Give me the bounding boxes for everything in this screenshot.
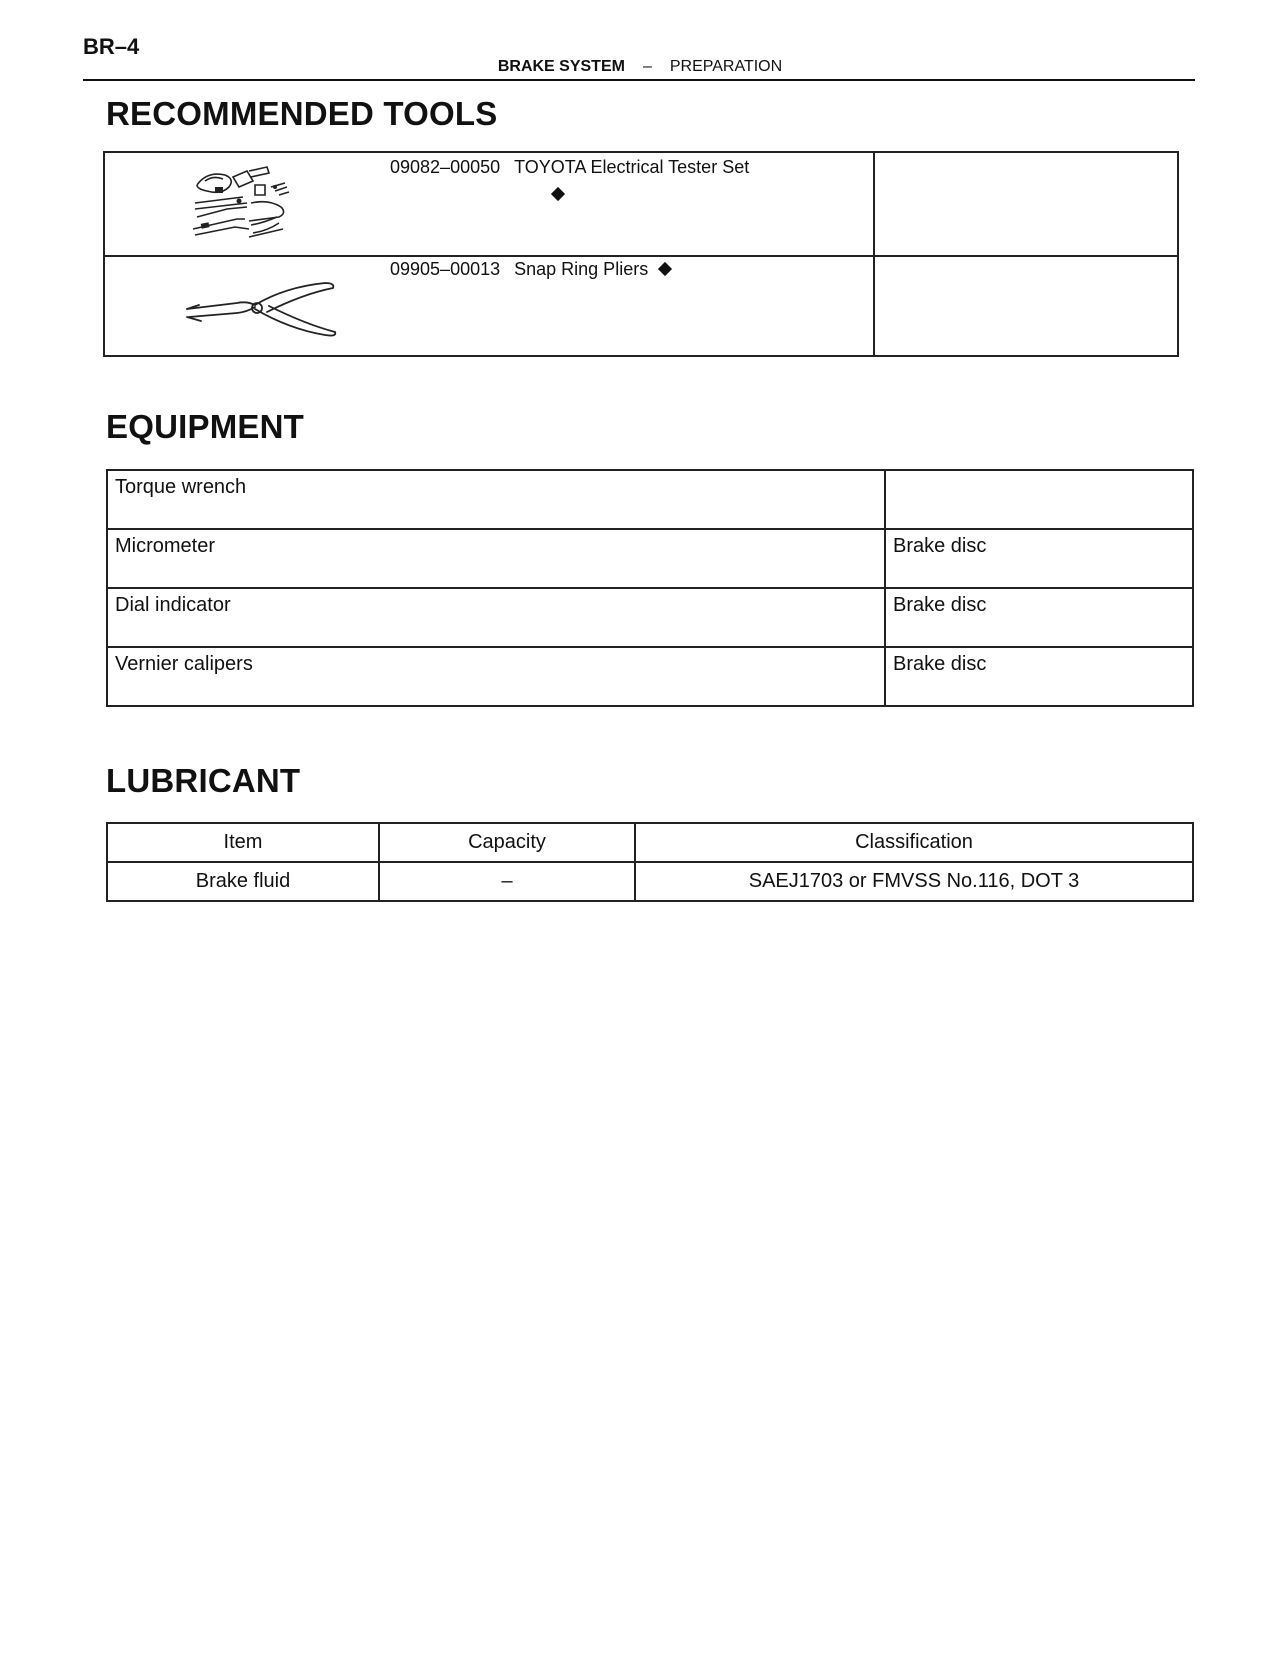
header-separator: – <box>642 58 652 75</box>
tool-row <box>105 255 1177 357</box>
lubricant-item: Brake fluid <box>107 862 379 901</box>
table-row <box>107 470 1193 529</box>
lubricant-classification: SAEJ1703 or FMVSS No.116, DOT 3 <box>635 862 1193 901</box>
recommended-tools-table <box>103 151 1179 357</box>
table-row <box>107 529 1193 588</box>
equipment-note: Brake disc <box>885 529 1193 588</box>
lubricant-capacity: – <box>379 862 635 901</box>
equipment-item: Micrometer <box>107 529 885 588</box>
equipment-note <box>885 470 1193 529</box>
column-header-item: Item <box>107 823 379 862</box>
snap-ring-pliers-icon <box>175 265 365 347</box>
running-header <box>0 58 1280 76</box>
electrical-tester-set-icon <box>175 163 365 245</box>
tool-description <box>390 259 670 280</box>
tool-row <box>105 153 1177 257</box>
header-rule <box>83 79 1195 81</box>
table-row <box>107 588 1193 647</box>
diamond-icon <box>658 262 672 276</box>
lubricant-title: LUBRICANT <box>106 762 301 799</box>
header-section: PREPARATION <box>669 58 783 75</box>
equipment-table <box>106 469 1194 707</box>
column-header-capacity: Capacity <box>379 823 635 862</box>
equipment-item: Vernier calipers <box>107 647 885 706</box>
table-row <box>107 862 1193 901</box>
table-header-row <box>107 823 1193 862</box>
column-divider <box>873 153 875 255</box>
tool-part-number: 09905–00013 <box>390 259 501 279</box>
table-row <box>107 647 1193 706</box>
equipment-title: EQUIPMENT <box>106 408 304 445</box>
column-header-classification: Classification <box>635 823 1193 862</box>
tool-part-number: 09082–00050 <box>390 157 501 177</box>
diamond-icon <box>551 187 565 201</box>
equipment-item: Dial indicator <box>107 588 885 647</box>
header-system: BRAKE SYSTEM <box>497 58 625 75</box>
equipment-item: Torque wrench <box>107 470 885 529</box>
recommended-tools-title: RECOMMENDED TOOLS <box>106 95 498 132</box>
tool-description <box>390 157 749 178</box>
tool-name: Snap Ring Pliers <box>514 259 649 279</box>
equipment-note: Brake disc <box>885 588 1193 647</box>
equipment-note: Brake disc <box>885 647 1193 706</box>
lubricant-table <box>106 822 1194 902</box>
tool-name: TOYOTA Electrical Tester Set <box>514 157 750 177</box>
page-number: BR–4 <box>83 34 140 59</box>
column-divider <box>873 255 875 357</box>
